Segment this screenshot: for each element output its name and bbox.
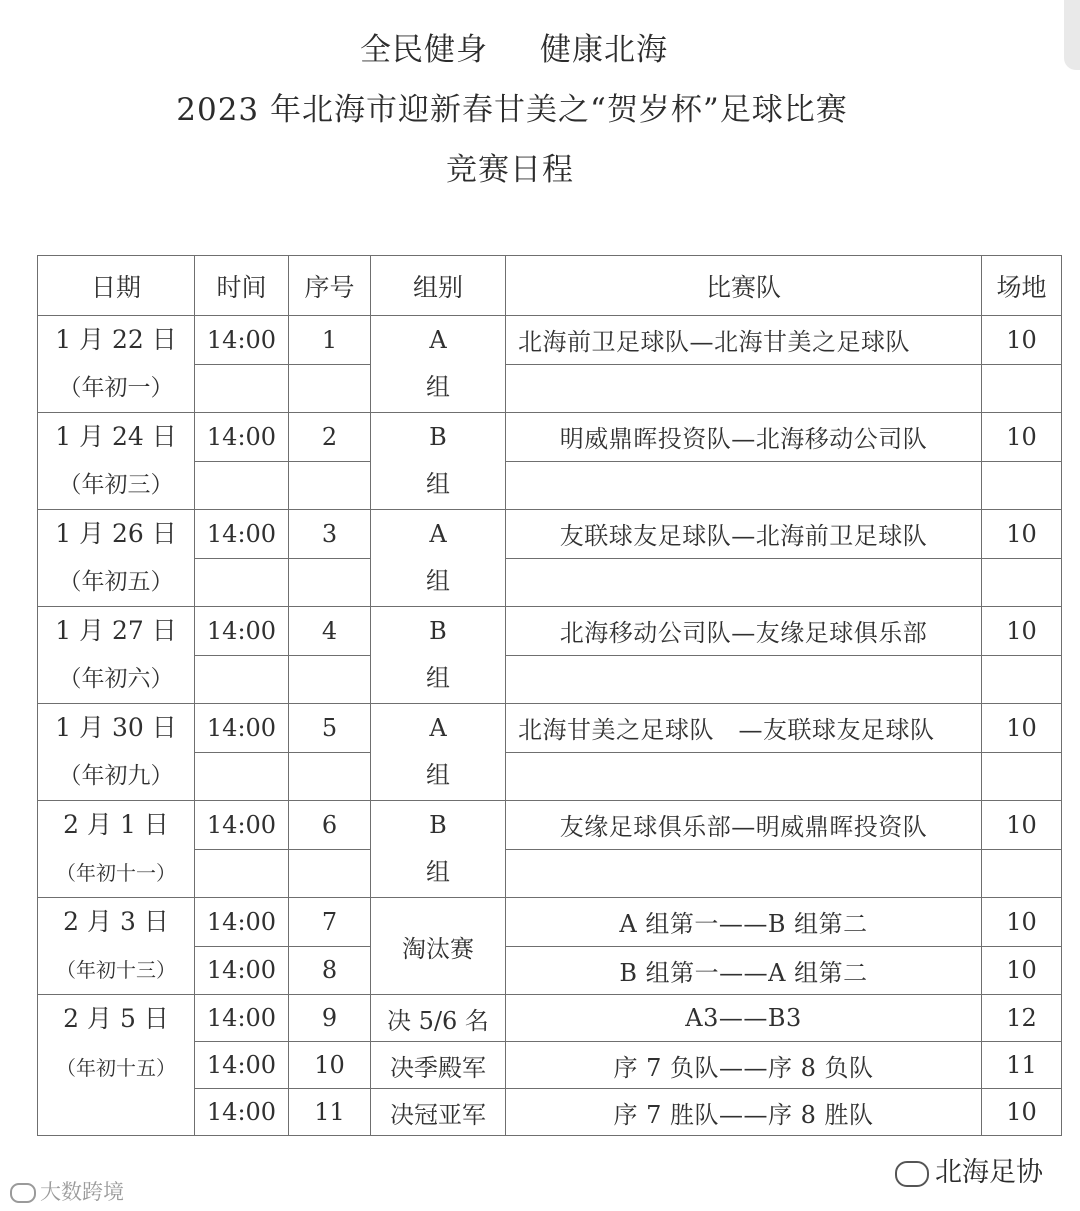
group-cell bbox=[371, 413, 506, 510]
date-cell bbox=[38, 704, 195, 801]
match-number: 9 bbox=[289, 995, 371, 1042]
lunar-date: （年初十一） bbox=[56, 861, 176, 885]
empty-cell bbox=[289, 558, 371, 607]
teams: A3——B3 bbox=[506, 995, 982, 1042]
group-cell bbox=[371, 801, 506, 898]
stage: 淘汰赛 bbox=[371, 898, 506, 995]
match-number: 1 bbox=[289, 316, 371, 365]
time: 14:00 bbox=[195, 510, 289, 559]
empty-cell bbox=[982, 558, 1062, 607]
empty-cell bbox=[506, 752, 982, 801]
group-letter: A bbox=[429, 520, 447, 548]
date: 1 月 22 日 bbox=[55, 325, 177, 354]
match-number: 7 bbox=[289, 898, 371, 947]
group-cell bbox=[371, 704, 506, 801]
stage: 决季殿军 bbox=[371, 1042, 506, 1089]
slogan bbox=[0, 24, 1054, 69]
table-row bbox=[38, 607, 1062, 656]
venue: 10 bbox=[982, 898, 1062, 947]
lunar-date: （年初五） bbox=[58, 569, 174, 595]
group-cell bbox=[371, 510, 506, 607]
col-teams: 比赛队 bbox=[506, 256, 982, 316]
group-word: 组 bbox=[426, 470, 450, 498]
match-number: 11 bbox=[289, 1089, 371, 1136]
teams: 序 7 负队——序 8 负队 bbox=[506, 1042, 982, 1089]
date: 2 月 3 日 bbox=[63, 907, 169, 936]
date: 2 月 5 日 bbox=[63, 1004, 169, 1033]
empty-cell bbox=[289, 461, 371, 510]
empty-cell bbox=[982, 655, 1062, 704]
event-title: 2023 年北海市迎新春甘美之“贺岁杯”足球比赛 bbox=[176, 92, 848, 128]
group-cell bbox=[371, 607, 506, 704]
time: 14:00 bbox=[195, 704, 289, 753]
teams: 北海移动公司队—友缘足球俱乐部 bbox=[506, 607, 982, 656]
venue: 10 bbox=[982, 607, 1062, 656]
venue: 12 bbox=[982, 995, 1062, 1042]
empty-cell bbox=[195, 752, 289, 801]
col-date: 日期 bbox=[38, 256, 195, 316]
date-cell bbox=[38, 801, 195, 898]
venue: 10 bbox=[982, 316, 1062, 365]
date-cell bbox=[38, 413, 195, 510]
empty-cell bbox=[982, 364, 1062, 413]
time: 14:00 bbox=[195, 995, 289, 1042]
teams: 友联球友足球队—北海前卫足球队 bbox=[506, 510, 982, 559]
empty-cell bbox=[289, 849, 371, 898]
group-word: 组 bbox=[426, 567, 450, 595]
empty-cell bbox=[506, 558, 982, 607]
date-cell bbox=[38, 607, 195, 704]
empty-cell bbox=[982, 461, 1062, 510]
table-row bbox=[38, 413, 1062, 462]
empty-cell bbox=[506, 461, 982, 510]
lunar-date: （年初十五） bbox=[56, 1056, 176, 1080]
watermark-left-text: 大数跨境 bbox=[40, 1180, 124, 1204]
match-number: 8 bbox=[289, 946, 371, 995]
date-cell bbox=[38, 995, 195, 1136]
date-cell bbox=[38, 316, 195, 413]
lunar-date: （年初三） bbox=[58, 472, 174, 498]
col-time: 时间 bbox=[195, 256, 289, 316]
empty-cell bbox=[506, 655, 982, 704]
venue: 10 bbox=[982, 946, 1062, 995]
time: 14:00 bbox=[195, 898, 289, 947]
match-number: 2 bbox=[289, 413, 371, 462]
table-row bbox=[38, 316, 1062, 365]
empty-cell bbox=[195, 461, 289, 510]
col-number: 序号 bbox=[289, 256, 371, 316]
empty-cell bbox=[195, 558, 289, 607]
weibo-icon bbox=[10, 1183, 36, 1203]
col-venue: 场地 bbox=[982, 256, 1062, 316]
time: 14:00 bbox=[195, 316, 289, 365]
wechat-icon bbox=[895, 1161, 929, 1187]
group-letter: B bbox=[429, 617, 447, 645]
match-number: 10 bbox=[289, 1042, 371, 1089]
schedule-table bbox=[37, 255, 1062, 1136]
doc-title: 竞赛日程 bbox=[446, 152, 574, 188]
header-row bbox=[38, 256, 1062, 316]
date: 1 月 24 日 bbox=[55, 422, 177, 451]
lunar-date: （年初九） bbox=[58, 763, 174, 789]
lunar-date: （年初六） bbox=[58, 666, 174, 692]
time: 14:00 bbox=[195, 946, 289, 995]
empty-cell bbox=[506, 849, 982, 898]
date: 1 月 27 日 bbox=[55, 616, 177, 645]
time: 14:00 bbox=[195, 1042, 289, 1089]
time: 14:00 bbox=[195, 1089, 289, 1136]
group-letter: A bbox=[429, 714, 447, 742]
date: 2 月 1 日 bbox=[63, 810, 169, 839]
teams: A 组第一——B 组第二 bbox=[506, 898, 982, 947]
watermark-right-text: 北海足协 bbox=[935, 1157, 1043, 1188]
table-row bbox=[38, 704, 1062, 753]
empty-cell bbox=[982, 849, 1062, 898]
group-letter: B bbox=[429, 423, 447, 451]
corner-decoration bbox=[1064, 0, 1080, 70]
stage: 决 5/6 名 bbox=[371, 995, 506, 1042]
table-row bbox=[38, 995, 1062, 1042]
stage: 决冠亚军 bbox=[371, 1089, 506, 1136]
table-row bbox=[38, 801, 1062, 850]
empty-cell bbox=[195, 849, 289, 898]
empty-cell bbox=[195, 655, 289, 704]
empty-cell bbox=[195, 364, 289, 413]
teams: 序 7 胜队——序 8 胜队 bbox=[506, 1089, 982, 1136]
time: 14:00 bbox=[195, 413, 289, 462]
date-cell bbox=[38, 898, 195, 995]
match-number: 3 bbox=[289, 510, 371, 559]
venue: 10 bbox=[982, 801, 1062, 850]
group-word: 组 bbox=[426, 373, 450, 401]
watermark-left bbox=[10, 1176, 124, 1206]
match-number: 6 bbox=[289, 801, 371, 850]
empty-cell bbox=[506, 364, 982, 413]
group-word: 组 bbox=[426, 858, 450, 886]
teams: 明威鼎晖投资队—北海移动公司队 bbox=[506, 413, 982, 462]
venue: 10 bbox=[982, 413, 1062, 462]
lunar-date: （年初一） bbox=[58, 375, 174, 401]
venue: 10 bbox=[982, 704, 1062, 753]
slogan-left: 全民健身 bbox=[360, 32, 488, 68]
group-word: 组 bbox=[426, 761, 450, 789]
date: 1 月 30 日 bbox=[55, 713, 177, 742]
empty-cell bbox=[289, 364, 371, 413]
teams: 北海前卫足球队—北海甘美之足球队 bbox=[506, 316, 982, 365]
lunar-date: （年初十三） bbox=[56, 958, 176, 982]
match-number: 4 bbox=[289, 607, 371, 656]
empty-cell bbox=[289, 752, 371, 801]
table-row bbox=[38, 510, 1062, 559]
slogan-right: 健康北海 bbox=[540, 32, 668, 68]
venue: 10 bbox=[982, 1089, 1062, 1136]
teams: B 组第一——A 组第二 bbox=[506, 946, 982, 995]
group-letter: B bbox=[429, 811, 447, 839]
col-group: 组别 bbox=[371, 256, 506, 316]
venue: 11 bbox=[982, 1042, 1062, 1089]
date: 1 月 26 日 bbox=[55, 519, 177, 548]
group-word: 组 bbox=[426, 664, 450, 692]
venue: 10 bbox=[982, 510, 1062, 559]
empty-cell bbox=[289, 655, 371, 704]
empty-cell bbox=[982, 752, 1062, 801]
group-cell bbox=[371, 316, 506, 413]
time: 14:00 bbox=[195, 607, 289, 656]
teams: 友缘足球俱乐部—明威鼎晖投资队 bbox=[506, 801, 982, 850]
watermark-right bbox=[895, 1150, 1043, 1189]
table-row bbox=[38, 898, 1062, 947]
time: 14:00 bbox=[195, 801, 289, 850]
teams: 北海甘美之足球队 —友联球友足球队 bbox=[506, 704, 982, 753]
match-number: 5 bbox=[289, 704, 371, 753]
group-letter: A bbox=[429, 326, 447, 354]
date-cell bbox=[38, 510, 195, 607]
